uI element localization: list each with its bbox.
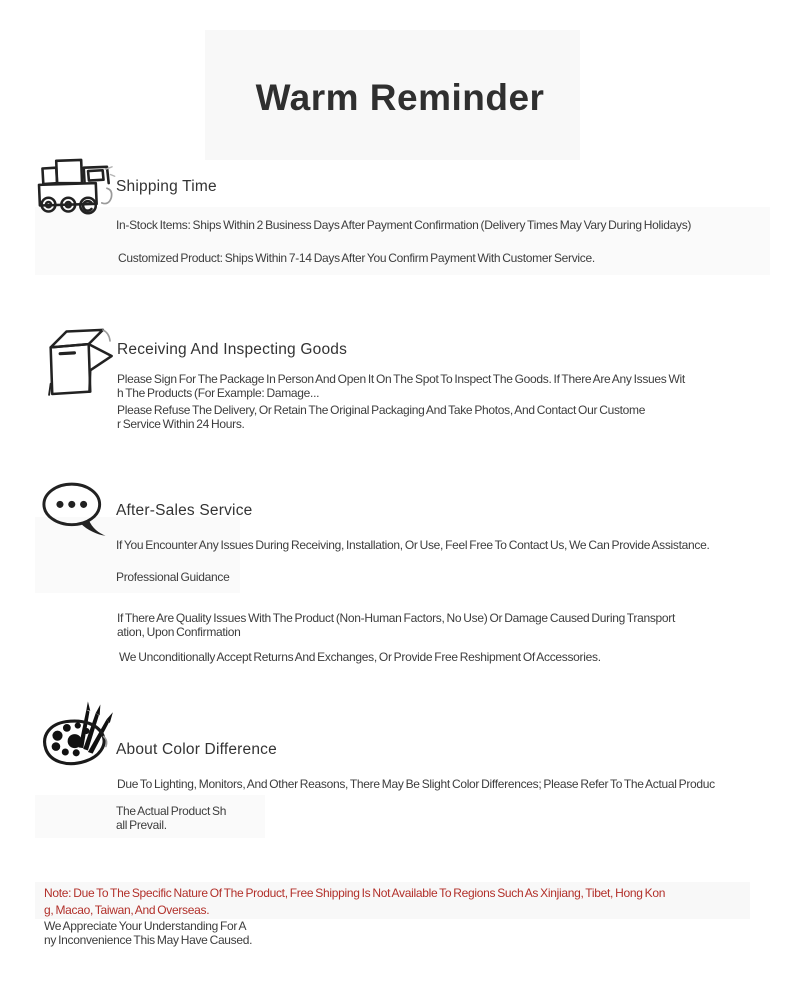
color-paragraph-1 — [117, 778, 715, 792]
apology-text-line: We Appreciate Your Understanding For A — [44, 919, 247, 933]
section-title-after-sales: After-Sales Service — [116, 502, 253, 519]
shipping-restriction-note — [44, 885, 665, 919]
shipping-paragraph-1 — [116, 219, 691, 233]
truck-icon — [33, 152, 119, 216]
color-paragraph-2 — [116, 805, 226, 832]
paint-palette-icon — [38, 698, 116, 778]
section-title-receiving-goods: Receiving And Inspecting Goods — [117, 341, 348, 358]
text-line: Please Sign For The Package In Person And Open It On The Spot To Inspect The Goods. If There Are Any Issues Wit — [117, 372, 685, 386]
receiving-paragraph-1 — [117, 373, 685, 400]
aftersales-paragraph-2 — [116, 571, 229, 585]
section-title-color-difference: About Color Difference — [116, 741, 277, 758]
page-title: Warm Reminder — [255, 77, 545, 118]
chat-bubble-icon — [38, 478, 114, 546]
text-line: r Service Within 24 Hours. — [117, 416, 245, 431]
shipping-paragraph-2 — [118, 252, 595, 266]
aftersales-paragraph-3 — [117, 612, 675, 639]
apology-note — [44, 919, 252, 947]
aftersales-paragraph-4 — [119, 651, 601, 665]
text-line: Please Refuse The Delivery, Or Retain The Original Packaging And Take Photos, And Contact Our Custome — [117, 403, 646, 417]
text-line: all Prevail. — [116, 817, 167, 832]
text-line: The Actual Product Sh — [116, 804, 227, 818]
text-line: Professional Guidance — [116, 570, 230, 584]
text-line: If There Are Quality Issues With The Product (Non-Human Factors, No Use) Or Damage Caused During Transport — [117, 611, 675, 625]
text-line: If You Encounter Any Issues During Receiving, Installation, Or Use, Feel Free To Contact Us, We Can Provide Assistance. — [116, 538, 710, 552]
text-line: Customized Product: Ships Within 7-14 Days After You Confirm Payment With Customer Service. — [118, 251, 595, 265]
text-line: h The Products (For Example: Damage... — [117, 385, 320, 400]
text-line: Due To Lighting, Monitors, And Other Reasons, There May Be Slight Color Differences; Please Refer To The Actual Produc — [117, 777, 715, 791]
section-title-shipping-time: Shipping Time — [116, 178, 217, 195]
package-box-icon — [38, 320, 114, 400]
receiving-paragraph-2 — [117, 404, 645, 431]
text-line: In-Stock Items: Ships Within 2 Business Days After Payment Confirmation (Delivery Times May Vary During Holidays) — [116, 218, 692, 232]
apology-text-line: ny Inconvenience This May Have Caused. — [44, 933, 253, 947]
aftersales-paragraph-1 — [116, 539, 710, 553]
text-line: ation, Upon Confirmation — [117, 624, 241, 639]
warning-text-line: Note: Due To The Specific Nature Of The Product, Free Shipping Is Not Available To Regions Such As Xinjiang, Tibet, Hong Kon — [44, 886, 666, 900]
text-line: We Unconditionally Accept Returns And Exchanges, Or Provide Free Reshipment Of Accessories. — [119, 650, 601, 664]
warning-text-line: g, Macao, Taiwan, And Overseas. — [44, 903, 210, 917]
